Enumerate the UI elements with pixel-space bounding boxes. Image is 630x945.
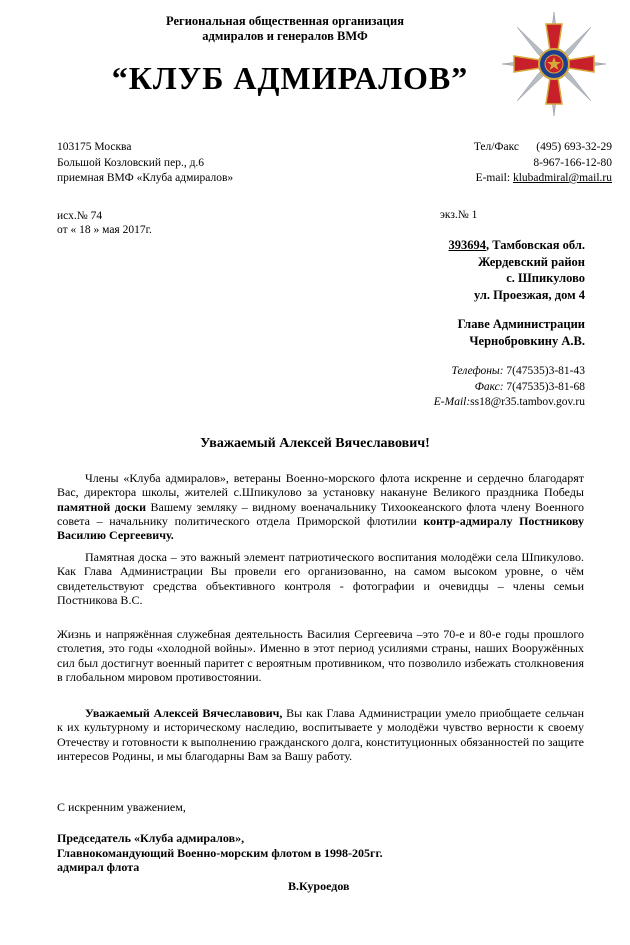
- paragraph-4: [57, 706, 584, 763]
- sender-city: 103175 Москва: [57, 141, 132, 153]
- paragraph-2: Памятная доска – это важный элемент патриотического воспитания молодёжи села Шпикулово. Как Глава Администрации Вы провели его организованно, на самом высоком уровне, о чём свидетельствуют средства объективного контроля - фотографии и очевидцы – члены семьи Постникова В.С.: [57, 550, 584, 607]
- signature-rank: адмирал флота: [57, 860, 140, 874]
- club-name: “КЛУБ АДМИРАЛОВ”: [111, 60, 469, 96]
- paragraph-1-bold-a: памятной доски: [57, 499, 147, 514]
- org-line-2: адмиралов и генералов ВМФ: [202, 29, 368, 43]
- paragraph-1: [57, 471, 584, 542]
- destination-village: с. Шпикулово: [506, 271, 585, 285]
- paragraph-1-text-b: Вашему земляку – видному военачальнику Тихоокеанского флота члену Военного совета – начальнику политического отдела Приморской флотилии: [57, 499, 585, 528]
- organization-title: [120, 14, 450, 44]
- phone-value: (495) 693-32-29: [536, 141, 612, 153]
- recipient-fax-label: Факс:: [474, 380, 504, 393]
- destination-address: [449, 237, 586, 303]
- mobile-phone: 8-967-166-12-80: [533, 156, 612, 169]
- outgoing-reference: [57, 209, 152, 237]
- email-label: E-mail:: [475, 172, 511, 184]
- closing-phrase: С искренним уважением,: [57, 800, 186, 814]
- phone-label: Тел/Факс: [473, 141, 520, 153]
- recipient-email-value[interactable]: ss18@r35.tambov.gov.ru: [470, 396, 585, 408]
- recipient-block: [458, 316, 585, 349]
- recipient-email-label: E-Mail:: [433, 396, 471, 408]
- reference-number: исх.№ 74: [57, 210, 103, 222]
- star-cross-emblem-icon: [500, 10, 608, 118]
- paragraph-4-bold: Уважаемый Алексей Вячеславович,: [85, 706, 283, 720]
- paragraph-1-text-a: Члены «Клуба адмиралов», ветераны Военно-морского флота искренне и сердечно благодарят Вас, директора школы, жителей с.Шпикулово за установку накануне Великого праздника Победы: [57, 471, 584, 500]
- sender-street: Большой Козловский пер., д.6: [57, 156, 205, 169]
- recipient-phone-row: [434, 364, 585, 380]
- recipient-contacts: [434, 364, 585, 411]
- recipient-phone-label: Телефоны:: [451, 365, 504, 377]
- destination-street: ул. Проезжая, дом 4: [473, 287, 585, 302]
- recipient-fax-value: 7(47535)3-81-68: [503, 380, 585, 393]
- signature-title-1: Председатель «Клуба адмиралов»,: [57, 831, 245, 845]
- copy-number: экз.№ 1: [440, 209, 478, 221]
- sender-address: [57, 140, 233, 187]
- reference-date: от « 18 » мая 2017г.: [57, 224, 152, 236]
- paragraph-4-text: Вы как Глава Администрации умело приобщаете сельчан к их культурному и историческому наследию, воспитываете у молодёжи чувство верности к своему Отечеству и готовности к выполнению гражданского долга, конституционных обязанностей по защите интересов Родины, и мы благодарны Вам за Вашу работу.: [57, 706, 584, 763]
- sender-contacts: [474, 140, 612, 187]
- destination-line-1: [449, 237, 586, 254]
- email-link[interactable]: klubadmiral@mail.ru: [512, 172, 612, 184]
- org-line-1: Региональная общественная организация: [166, 14, 404, 28]
- email-row: [474, 171, 612, 187]
- recipient-email-row: [434, 395, 585, 411]
- paragraph-1-bold-b: контр-адмиралу Постникову Василию Сергеевичу.: [57, 513, 584, 543]
- destination-district: Жердевский район: [478, 254, 585, 269]
- paragraph-3: Жизнь и напряжённая служебная деятельность Василия Сергеевича –это 70-е и 80-е годы прошлого столетия, это годы «холодной войны». Именно в этот период усилиями страны, наших Вооружённых сил был достигнут военный паритет с вероятным противником, что позволило избежать столкновения в глобальном мировом противостоянии.: [57, 627, 584, 684]
- sender-office: приемная ВМФ «Клуба адмиралов»: [57, 172, 234, 184]
- recipient-fax-row: [434, 380, 585, 396]
- signer-name: В.Куроедов: [288, 879, 350, 893]
- signature-title-2: Главнокомандующий Военно-морским флотом в 1998-205гг.: [57, 845, 383, 860]
- recipient-name: Чернобровкину А.В.: [469, 333, 585, 348]
- phone-row: [474, 140, 612, 156]
- postal-code: 393694: [448, 238, 486, 252]
- destination-region: , Тамбовская обл.: [486, 238, 585, 252]
- salutation: Уважаемый Алексей Вячеславович!: [200, 436, 430, 451]
- signature-block: [57, 831, 383, 875]
- recipient-title: Главе Администрации: [457, 317, 585, 331]
- recipient-phone-value: 7(47535)3-81-43: [503, 365, 585, 377]
